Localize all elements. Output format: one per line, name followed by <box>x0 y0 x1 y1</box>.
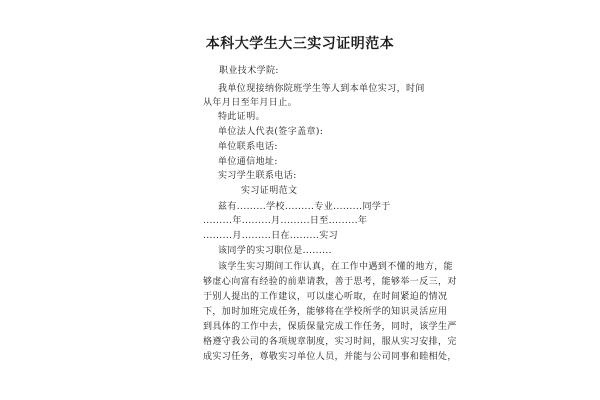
text-line: 格遵守我公司的各项规章制度，实习时间，服从实习安排，完 <box>203 337 457 347</box>
text-line: 兹有.........学校.........专业.........同学于 <box>218 202 391 212</box>
text-line: 单位联系电话: <box>218 142 278 152</box>
text-line: .........年.........月.........日至.........年 <box>203 216 368 226</box>
text-line: 实习学生联系电话: <box>218 171 297 181</box>
text-line: 从年月日至年月日止。 <box>203 98 298 108</box>
text-line: 职业技术学院: <box>219 66 279 76</box>
text-line: 单位法人代表(签字盖章): <box>218 127 324 137</box>
text-line: 我单位现接纳你院班学生等人到本单位实习，时间 <box>218 84 425 94</box>
text-line: 到具体的工作中去，保质保量完成工作任务，同时，该学生严 <box>203 322 457 332</box>
text-line: 够虚心向富有经验的前辈请教，善于思考，能够举一反三，对 <box>203 277 457 287</box>
text-line: 该同学的实习职位是......... <box>218 246 332 256</box>
document-title: 本科大学生大三实习证明范本 <box>205 36 395 52</box>
text-line: 实习证明范文 <box>241 186 298 196</box>
text-line: .........月.........日在.........实习 <box>203 231 339 241</box>
text-line: 特此证明。 <box>218 112 266 122</box>
text-line: 该学生实习期间工作认真，在工作中遇到不懂的地方，能 <box>218 262 454 272</box>
text-line: 于别人提出的工作建议，可以虚心听取，在时间紧迫的情况 <box>203 292 448 302</box>
text-line: 单位通信地址: <box>218 157 278 167</box>
text-line: 成实习任务，尊敬实习单位人员，并能与公司同事和睦相处， <box>203 352 457 362</box>
text-line: 下，加时加班完成任务，能够将在学校所学的知识灵活应用 <box>203 307 448 317</box>
